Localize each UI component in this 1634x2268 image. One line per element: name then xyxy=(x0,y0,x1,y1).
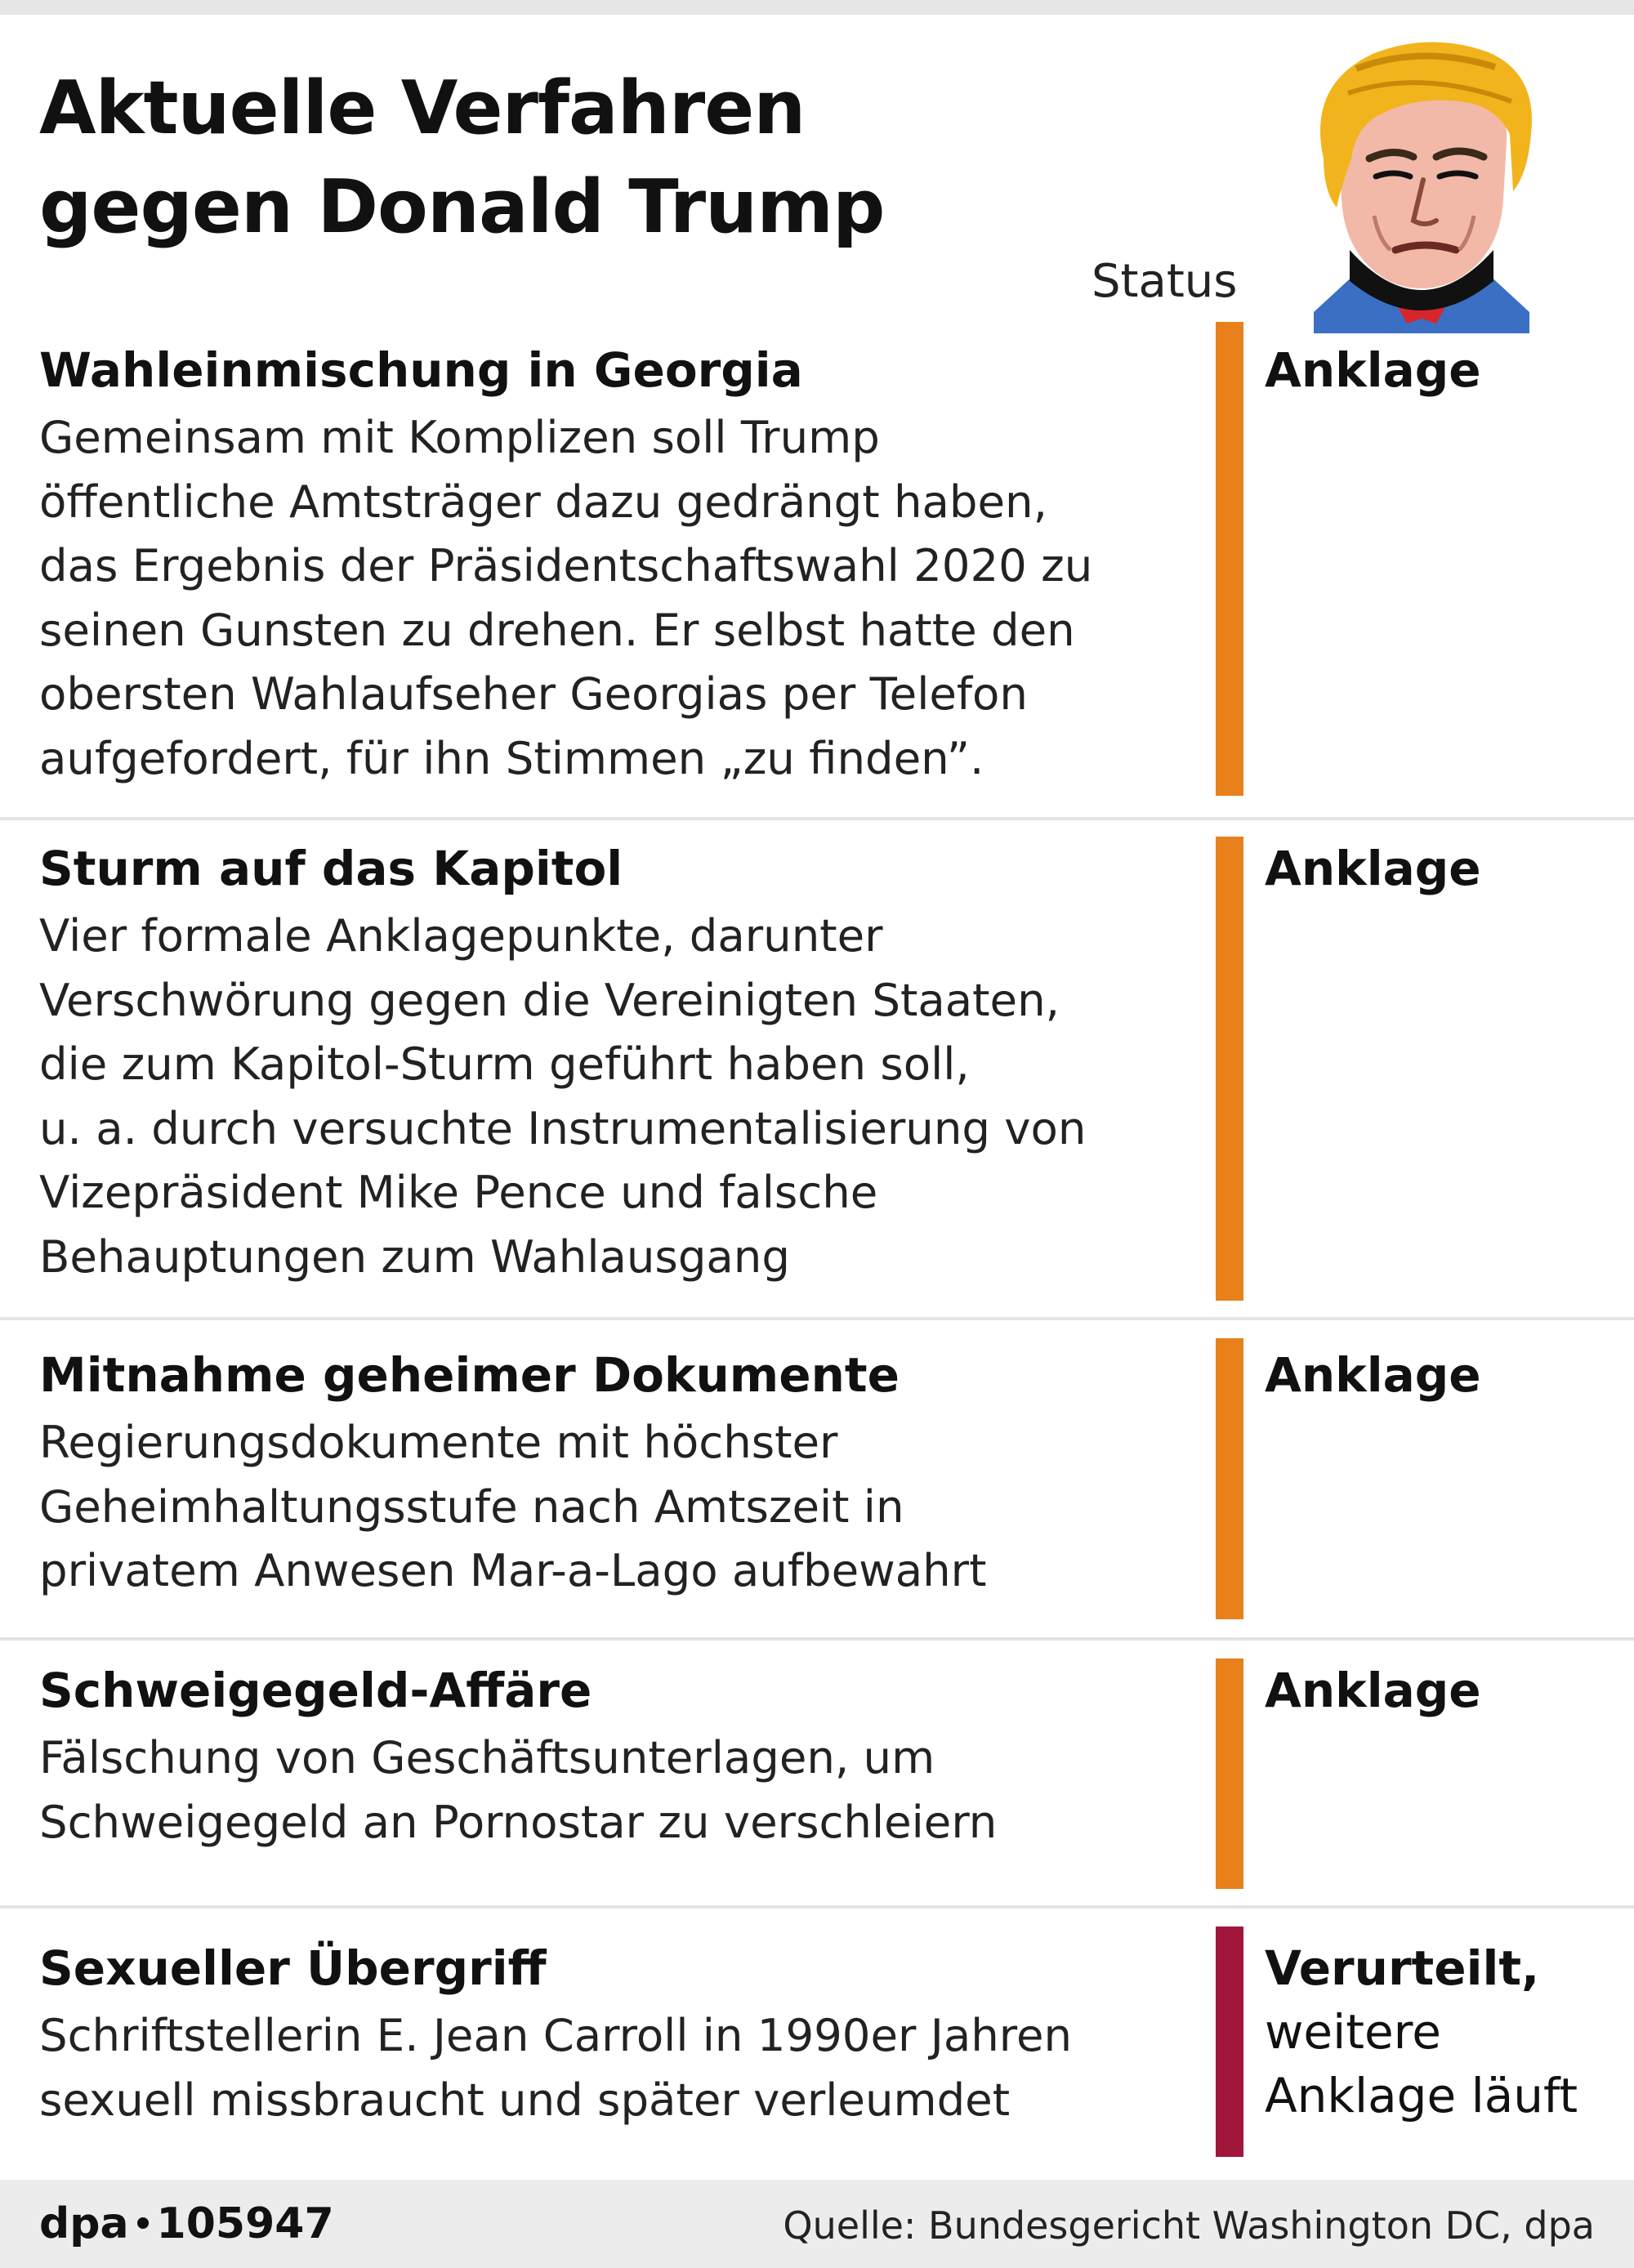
trump-portrait-illustration xyxy=(1299,36,1544,333)
status-bar-charge xyxy=(1216,1338,1243,1619)
status-column-header: Status xyxy=(1092,255,1238,308)
status-bar-charge xyxy=(1216,1659,1243,1889)
case-status: Anklage xyxy=(1265,1347,1481,1403)
case-title: Sexueller Übergriff xyxy=(39,1940,547,1996)
case-status: Verurteilt, weitere Anklage läuft xyxy=(1265,1940,1578,2123)
case-title: Schweigegeld-Affäre xyxy=(39,1663,592,1718)
page-title: Aktuelle Verfahren gegen Donald Trump xyxy=(39,65,885,250)
case-status: Anklage xyxy=(1265,1663,1481,1718)
top-strip xyxy=(0,0,1634,15)
case-title: Sturm auf das Kapitol xyxy=(39,841,623,896)
case-status-detail: weitere Anklage läuft xyxy=(1265,2004,1578,2123)
case-title: Wahleinmischung in Georgia xyxy=(39,342,803,398)
status-bar-convicted xyxy=(1216,1926,1243,2157)
case-status: Anklage xyxy=(1265,841,1481,896)
status-bar-charge xyxy=(1216,837,1243,1301)
case-description: Fälschung von Geschäftsunterlagen, um Schweigegeld an Pornostar zu verschleiern xyxy=(39,1731,998,1848)
case-description: Regierungsdokumente mit höchster Geheimhaltungsstufe nach Amtszeit in privatem Anwesen Mar-a-Lago aufbewahrt xyxy=(39,1416,987,1596)
case-title: Mitnahme geheimer Dokumente xyxy=(39,1347,900,1403)
row-divider xyxy=(0,817,1634,820)
agency-credit xyxy=(39,2198,334,2250)
case-status: Anklage xyxy=(1265,342,1481,398)
row-divider xyxy=(0,1905,1634,1909)
dpa-logo: dpa xyxy=(39,2199,129,2248)
case-description: Gemeinsam mit Komplizen soll Trump öffentliche Amtsträger dazu gedrängt haben, das Ergebnis der Präsidentschaftswahl 2020 zu seinen Gunsten zu drehen. Er selbst hatte den obersten Wahlaufseher Georgias per Telefon aufgefordert, für ihn Stimmen „zu finden”. xyxy=(39,411,1093,784)
row-divider xyxy=(0,1637,1634,1641)
graphic-id: 105947 xyxy=(156,2199,334,2248)
case-description: Schriftstellerin E. Jean Carroll in 1990er Jahren sexuell missbraucht und später verleumdet xyxy=(39,2009,1073,2126)
source-credit: Quelle: Bundesgericht Washington DC, dpa xyxy=(783,2203,1595,2248)
dot-separator-icon xyxy=(137,2217,149,2229)
footer xyxy=(0,2180,1634,2268)
row-divider xyxy=(0,1317,1634,1320)
case-description: Vier formale Anklagepunkte, darunter Verschwörung gegen die Vereinigten Staaten, die zum Kapitol-Sturm geführt haben soll, u. a. durch versuchte Instrumentalisierung von Vizepräsident Mike Pence und falsche Behauptungen zum Wahlausgang xyxy=(39,909,1087,1283)
status-bar-charge xyxy=(1216,322,1243,796)
